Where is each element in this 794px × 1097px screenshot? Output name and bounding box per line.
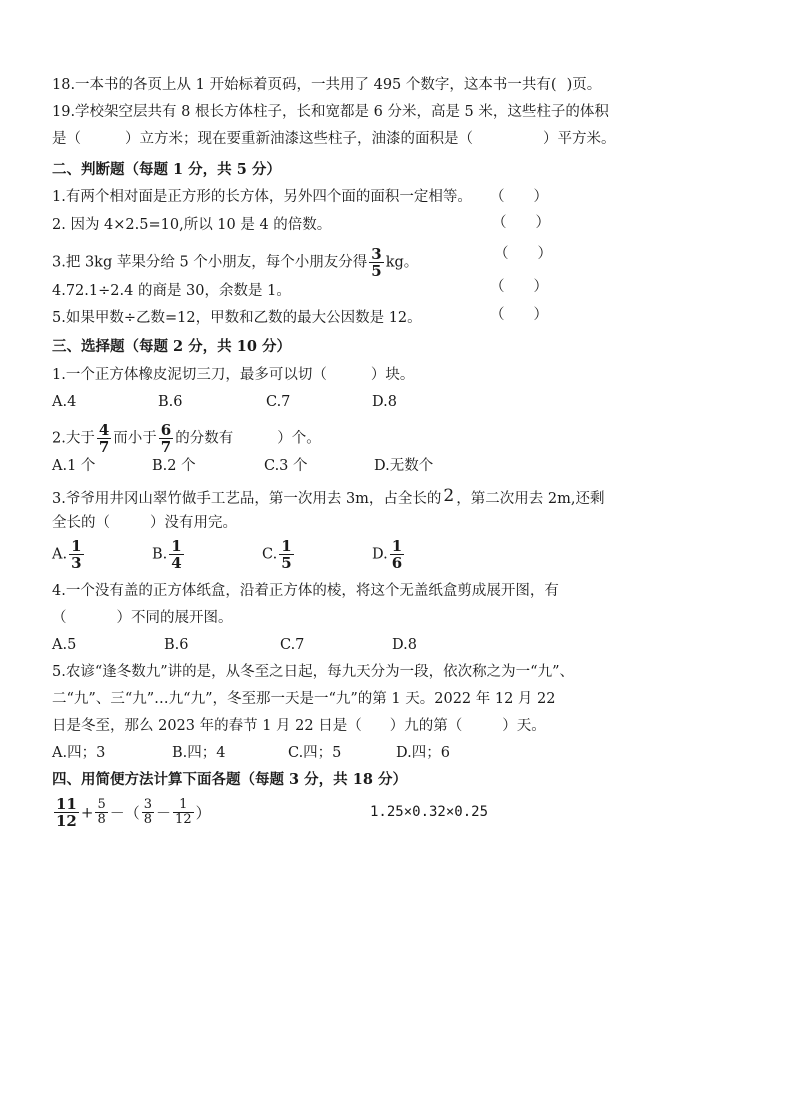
fraction-numerator: 1 (281, 537, 292, 555)
choice-2-option-c[interactable]: C.3 个 (264, 458, 308, 474)
fraction (390, 538, 404, 571)
operator: － (156, 804, 172, 822)
choice-3-option-d[interactable] (372, 538, 406, 571)
choice-5-text-c: ）天。 (502, 718, 546, 734)
choice-4-line-1: 4.一个没有盖的正方体纸盒，沿着正方体的棱，将这个无盖纸盒剪成展开图，有 (52, 583, 559, 599)
option-label: C. (262, 546, 278, 563)
choice-3-option-b[interactable] (152, 538, 186, 571)
fraction (69, 538, 83, 571)
option-label: B. (152, 546, 168, 563)
judge-item-2: 2. 因为 4×2.5=10,所以 10 是 4 的倍数。 (52, 217, 332, 233)
fraction (369, 246, 383, 279)
choice-3-line-2 (52, 512, 237, 534)
option-label: A. (52, 546, 68, 563)
question-18 (52, 74, 601, 96)
operator: －（ (109, 804, 140, 822)
fraction-denominator: 3 (71, 554, 82, 572)
fraction-denominator: 6 (391, 554, 403, 572)
fraction-numerator: 1 (173, 798, 194, 813)
choice-2 (52, 422, 321, 455)
fraction (95, 798, 107, 827)
choice-1-option-b[interactable]: B.6 (158, 394, 183, 410)
choice-4-option-b[interactable]: B.6 (164, 637, 189, 653)
fraction-numerator: 5 (97, 797, 106, 812)
choice-4-option-a[interactable]: A.5 (52, 637, 77, 653)
choice-5-line-1: 5.农谚“逢冬数九”讲的是，从冬至之日起，每九天分为一段，依次称之为一“九”、 (52, 664, 574, 680)
choice-4-text: （ (52, 610, 67, 626)
choice-1-option-a[interactable]: A.4 (52, 394, 77, 410)
question-19-text-b: ）立方米；现在要重新油漆这些柱子，油漆的面积是（ (125, 131, 473, 147)
fraction-numerator: 1 (391, 537, 403, 555)
choice-2-option-d[interactable]: D.无数个 (374, 458, 434, 474)
choice-3-end: ）没有用完。 (150, 515, 237, 531)
choice-5-line-2: 二“九”、三“九”…九“九”，冬至那一天是一“九”的第 1 天。2022 年 12 月 22 (52, 691, 556, 707)
choice-4-line-2 (52, 607, 233, 629)
fraction-denominator: 7 (160, 438, 172, 456)
fraction-denominator: 5 (281, 554, 292, 572)
question-19-line-2 (52, 128, 616, 150)
choice-3-text-c: 全长的（ (52, 515, 110, 531)
judge-answer-5[interactable]: （ ） (490, 307, 548, 323)
choice-1-option-d[interactable]: D.8 (372, 394, 397, 410)
fraction-denominator: 4 (171, 554, 182, 572)
choice-1 (52, 364, 414, 386)
operator: + (80, 803, 94, 822)
choice-2-text-a: 2.大于 (52, 430, 95, 447)
judge-item-1: 1.有两个相对面是正方形的长方体，另外四个面的面积一定相等。 (52, 189, 472, 205)
choice-3-text-a: 3.爷爷用井冈山翠竹做手工艺品，第一次用去 3m，占全长的 (52, 491, 442, 507)
question-19-line-1: 19.学校架空层共有 8 根长方体柱子，长和宽都是 6 分米，高是 5 米，这些柱子的体积 (52, 104, 609, 120)
section-2-title: 二、判断题（每题 1 分，共 5 分） (52, 161, 281, 178)
fraction (54, 796, 79, 829)
judge-answer-2[interactable]: （ ） (492, 215, 550, 231)
question-19-text-c: ）平方米。 (543, 131, 616, 147)
choice-2-option-a[interactable]: A.1 个 (52, 458, 96, 474)
choice-5-text-a: 日是冬至，那么 2023 年的春节 1 月 22 日是（ (52, 718, 362, 734)
fraction-numerator: 4 (98, 421, 110, 439)
fraction-denominator: 5 (371, 262, 382, 280)
choice-3-text-b: ，第二次用去 2m,还剩 (456, 491, 605, 507)
choice-5-option-c[interactable]: C.四；5 (288, 745, 342, 761)
judge-answer-3[interactable]: （ ） (494, 246, 552, 262)
fraction-numerator: 3 (143, 797, 153, 812)
question-18-text: 18.一本书的各页上从 1 开始标着页码，一共用了 495 个数字，这本书一共有( (52, 77, 557, 93)
choice-5-option-b[interactable]: B.四；4 (172, 745, 226, 761)
question-19-text-a: 是（ (52, 131, 81, 147)
fraction-numerator: 1 (171, 537, 182, 555)
judge-item-5: 5.如果甲数÷乙数=12，甲数和乙数的最大公因数是 12。 (52, 310, 422, 326)
fraction (142, 798, 154, 827)
fraction-denominator: 12 (56, 812, 77, 830)
section-4-title: 四、用简便方法计算下面各题（每题 3 分，共 18 分） (52, 771, 407, 788)
choice-1-end: ）块。 (370, 367, 415, 383)
choice-2-text-c: 的分数有 (175, 430, 234, 447)
fraction-numerator: 3 (371, 245, 382, 263)
fraction-numerator: 6 (160, 421, 172, 439)
calculation-2: 1.25×0.32×0.25 (370, 804, 489, 820)
fraction-numerator: 11 (56, 795, 77, 813)
calculation-1 (52, 796, 211, 829)
choice-4-option-d[interactable]: D.8 (392, 637, 417, 653)
fraction (169, 538, 183, 571)
fraction (97, 422, 111, 455)
fraction-denominator: 12 (175, 812, 192, 827)
judge-item-4: 4.72.1÷2.4 的商是 30，余数是 1。 (52, 283, 291, 299)
judge-item-3-text: 3.把 3kg 苹果分给 5 个小朋友，每个小朋友分得 (52, 254, 368, 271)
judge-answer-4[interactable]: （ ） (490, 279, 548, 295)
choice-2-end: ）个。 (277, 430, 321, 447)
fraction-denominator: 8 (143, 812, 153, 827)
operator: ） (195, 804, 211, 822)
fraction (159, 422, 173, 455)
section-3-title: 三、选择题（每题 2 分，共 10 分） (52, 338, 291, 355)
choice-5-option-a[interactable]: A.四；3 (52, 745, 106, 761)
choice-1-option-c[interactable]: C.7 (266, 394, 291, 410)
question-18-end: )页。 (566, 77, 602, 93)
judge-item-3-unit: kg。 (385, 254, 419, 271)
choice-1-text: 1.一个正方体橡皮泥切三刀，最多可以切（ (52, 367, 327, 383)
choice-2-text-b: 而小于 (113, 430, 157, 447)
fraction-denominator: 8 (97, 812, 106, 827)
fraction-numerator: 1 (71, 537, 82, 555)
choice-3-line-1 (52, 485, 604, 510)
fraction-mark: 2 (443, 486, 455, 506)
fraction (173, 798, 194, 827)
choice-3-option-a[interactable] (52, 538, 86, 571)
fraction (279, 538, 293, 571)
choice-5-text-b: ）九的第（ (389, 718, 463, 734)
choice-4-end: ）不同的展开图。 (116, 610, 233, 626)
judge-answer-1[interactable]: （ ） (490, 189, 548, 205)
choice-3-option-c[interactable] (262, 538, 296, 571)
choice-5-option-d[interactable]: D.四；6 (396, 745, 450, 761)
choice-2-option-b[interactable]: B.2 个 (152, 458, 196, 474)
choice-5-line-3 (52, 715, 546, 737)
option-label: D. (372, 546, 388, 563)
choice-4-option-c[interactable]: C.7 (280, 637, 305, 653)
judge-item-3 (52, 246, 418, 279)
fraction-denominator: 7 (98, 438, 110, 456)
